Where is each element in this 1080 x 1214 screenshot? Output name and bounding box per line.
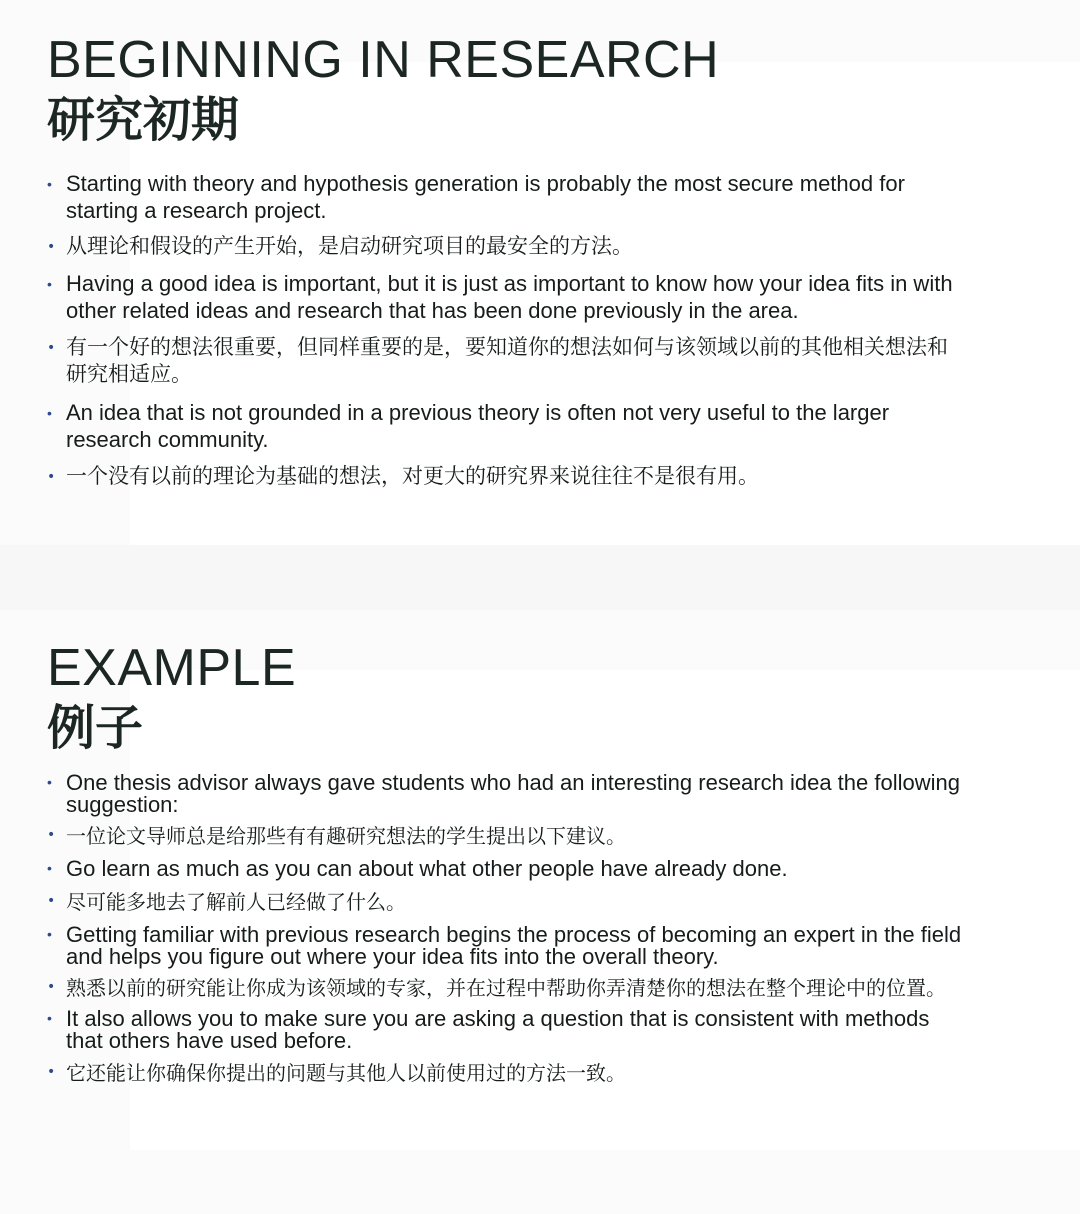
bullet-text: Go learn as much as you can about what other people have already done. <box>66 856 788 881</box>
bullet-dot-icon: • <box>47 893 56 909</box>
bullet-dot-icon: • <box>47 1064 56 1080</box>
bullet-item <box>47 1062 967 1084</box>
bullet-text: One thesis advisor always gave students who had an interesting research idea the following suggestion: <box>66 770 960 817</box>
bullet-dot-icon: • <box>47 405 52 421</box>
section-title-english: BEGINNING IN RESEARCH <box>47 31 720 89</box>
section-title-english: EXAMPLE <box>47 639 297 697</box>
bullet-text: 它还能让你确保你提出的问题与其他人以前使用过的方法一致。 <box>66 1061 626 1085</box>
bullet-text: 从理论和假设的产生开始，是启动研究项目的最安全的方法。 <box>66 234 633 258</box>
bullet-item <box>47 1008 967 1052</box>
bullet-dot-icon: • <box>47 340 56 356</box>
bullet-text: Having a good idea is important, but it is just as important to know how your idea fits in with other related ideas and research that has been done previously in the area. <box>66 271 953 323</box>
bullet-dot-icon: • <box>47 276 52 292</box>
bullet-text: 有一个好的想法很重要，但同样重要的是，要知道你的想法如何与该领域以前的其他相关想法和研究相适应。 <box>66 335 948 386</box>
bullet-dot-icon: • <box>47 979 56 995</box>
bullet-text: 一位论文导师总是给那些有有趣研究想法的学生提出以下建议。 <box>66 824 626 848</box>
bullet-item <box>47 233 967 260</box>
section-title-chinese: 例子 <box>47 700 144 756</box>
bullet-item <box>47 463 967 490</box>
bullet-dot-icon: • <box>47 239 56 255</box>
bullet-dot-icon: • <box>47 827 56 843</box>
bullet-list <box>47 170 967 490</box>
bullet-text: It also allows you to make sure you are asking a question that is consistent with methods that others have used before. <box>66 1006 930 1053</box>
section-example <box>47 640 967 1084</box>
section-title-chinese: 研究初期 <box>47 92 240 148</box>
bullet-dot-icon: • <box>47 469 56 485</box>
bullet-text: An idea that is not grounded in a previous theory is often not very useful to the larger research community. <box>66 400 890 452</box>
bullet-item <box>47 858 967 880</box>
bullet-item <box>47 924 967 968</box>
bullet-text: Starting with theory and hypothesis generation is probably the most secure method for starting a research project. <box>66 171 905 223</box>
bullet-item <box>47 825 967 847</box>
bullet-text: 熟悉以前的研究能让你成为该领域的专家，并在过程中帮助你弄清楚你的想法在整个理论中的位置。 <box>66 976 946 1000</box>
section-beginning-in-research <box>47 32 967 490</box>
bullet-dot-icon: • <box>47 926 52 942</box>
bullet-item <box>47 772 967 816</box>
bullet-text: Getting familiar with previous research begins the process of becoming an expert in the field and helps you figure out where your idea fits into the overall theory. <box>66 922 962 969</box>
bullet-text: 一个没有以前的理论为基础的想法，对更大的研究界来说往往不是很有用。 <box>66 464 759 488</box>
bullet-list <box>47 772 967 1084</box>
bullet-text: 尽可能多地去了解前人已经做了什么。 <box>66 890 406 914</box>
bullet-dot-icon: • <box>47 860 52 876</box>
bullet-item <box>47 334 967 388</box>
bullet-dot-icon: • <box>47 1010 52 1026</box>
bullet-item <box>47 399 967 453</box>
bullet-item <box>47 270 967 324</box>
bullet-dot-icon: • <box>47 176 52 192</box>
bullet-item <box>47 891 967 913</box>
bullet-item <box>47 977 967 999</box>
bullet-item <box>47 170 967 224</box>
bullet-dot-icon: • <box>47 774 52 790</box>
